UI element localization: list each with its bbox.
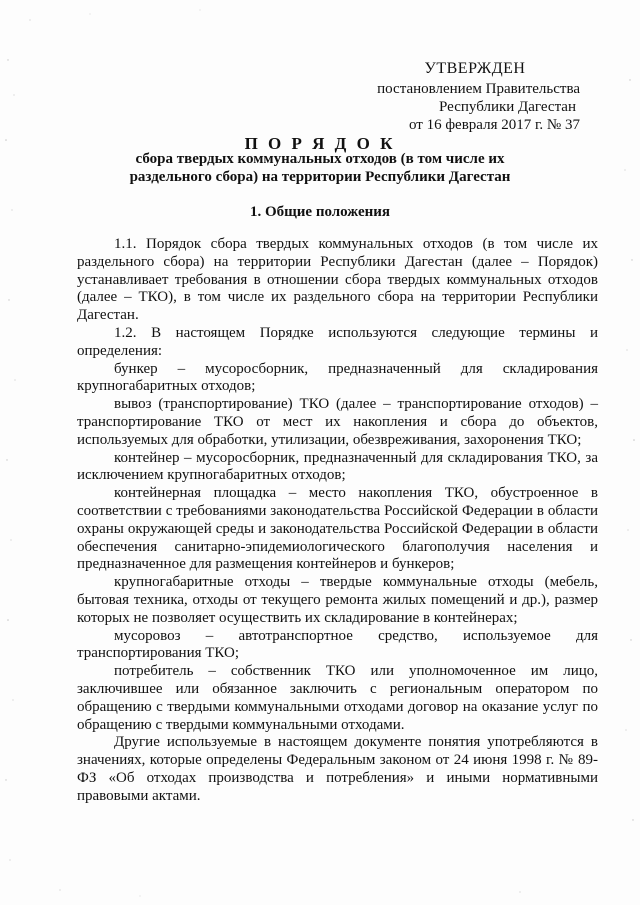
paragraph-other-terms: Другие используемые в настоящем документе понятия употребляются в значениях, которые определены Федеральным законом от 24 июня 1998 г. № 89-ФЗ «Об отходах производства и потребления» и иными нормативными правовыми актами.: [77, 734, 598, 804]
section-heading: 1. Общие положения: [249, 204, 391, 220]
approval-line-3: от 16 февраля 2017 г. № 37: [408, 117, 580, 133]
definition-transport: вывоз (транспортирование) ТКО (далее – транспортирование отходов) – транспортирование ТКО от мест их накопления и сбора до объектов, используемых для обработки, утилизации, обезвреживания, захоронения ТКО;: [77, 396, 598, 448]
document-title: П О Р Я Д О К: [244, 134, 396, 153]
document-body: [77, 236, 598, 806]
approval-heading: УТВЕРЖДЕН: [424, 60, 526, 77]
paragraph-1-1: 1.1. Порядок сбора твердых коммунальных отходов (в том числе их раздельного сбора) на территории Республики Дагестан (далее – Порядок) устанавливает требования в отношении сбора твердых коммунальных отходов (далее – ТКО), в том числе их раздельного сбора на территории Республики Дагестан.: [77, 236, 598, 324]
paragraph-1-2: 1.2. В настоящем Порядке используются следующие термины и определения:: [77, 324, 598, 359]
approval-block: [350, 60, 580, 134]
definition-bunker: бункер – мусоросборник, предназначенный для складирования крупногабаритных отходов;: [77, 360, 598, 395]
definition-garbage-truck: мусоровоз – автотранспортное средство, используемое для транспортирования ТКО;: [77, 627, 598, 662]
approval-line-1: постановлением Правительства: [377, 81, 580, 97]
definition-container-site: контейнерная площадка – место накопления ТКО, обустроенное в соответствии с требованиями законодательства Российской Федерации в области охраны окружающей среды и законодательства Российской Федерации в области обеспечения санитарно-эпидемиологического благополучия населения и предназначенное для размещения контейнеров и бункеров;: [77, 485, 598, 573]
definition-bulky-waste: крупногабаритные отходы – твердые коммунальные отходы (мебель, бытовая техника, отходы от текущего ремонта жилых помещений и др.), размер которых не позволяет осуществить их складирование в контейнерах;: [77, 574, 598, 626]
definition-consumer: потребитель – собственник ТКО или уполномоченное им лицо, заключившее или обязанное заключить с региональным оператором по обращению с твердыми коммунальными отходами договор на оказание услуг по обращению с твердыми коммунальными отходами.: [77, 663, 598, 733]
document-subtitle: сбора твердых коммунальных отходов (в том числе их раздельного сбора) на территории Республики Дагестан: [129, 151, 511, 185]
definition-container: контейнер – мусоросборник, предназначенный для складирования ТКО, за исключением крупногабаритных отходов;: [77, 449, 598, 484]
approval-line-2: Республики Дагестан: [439, 99, 576, 115]
